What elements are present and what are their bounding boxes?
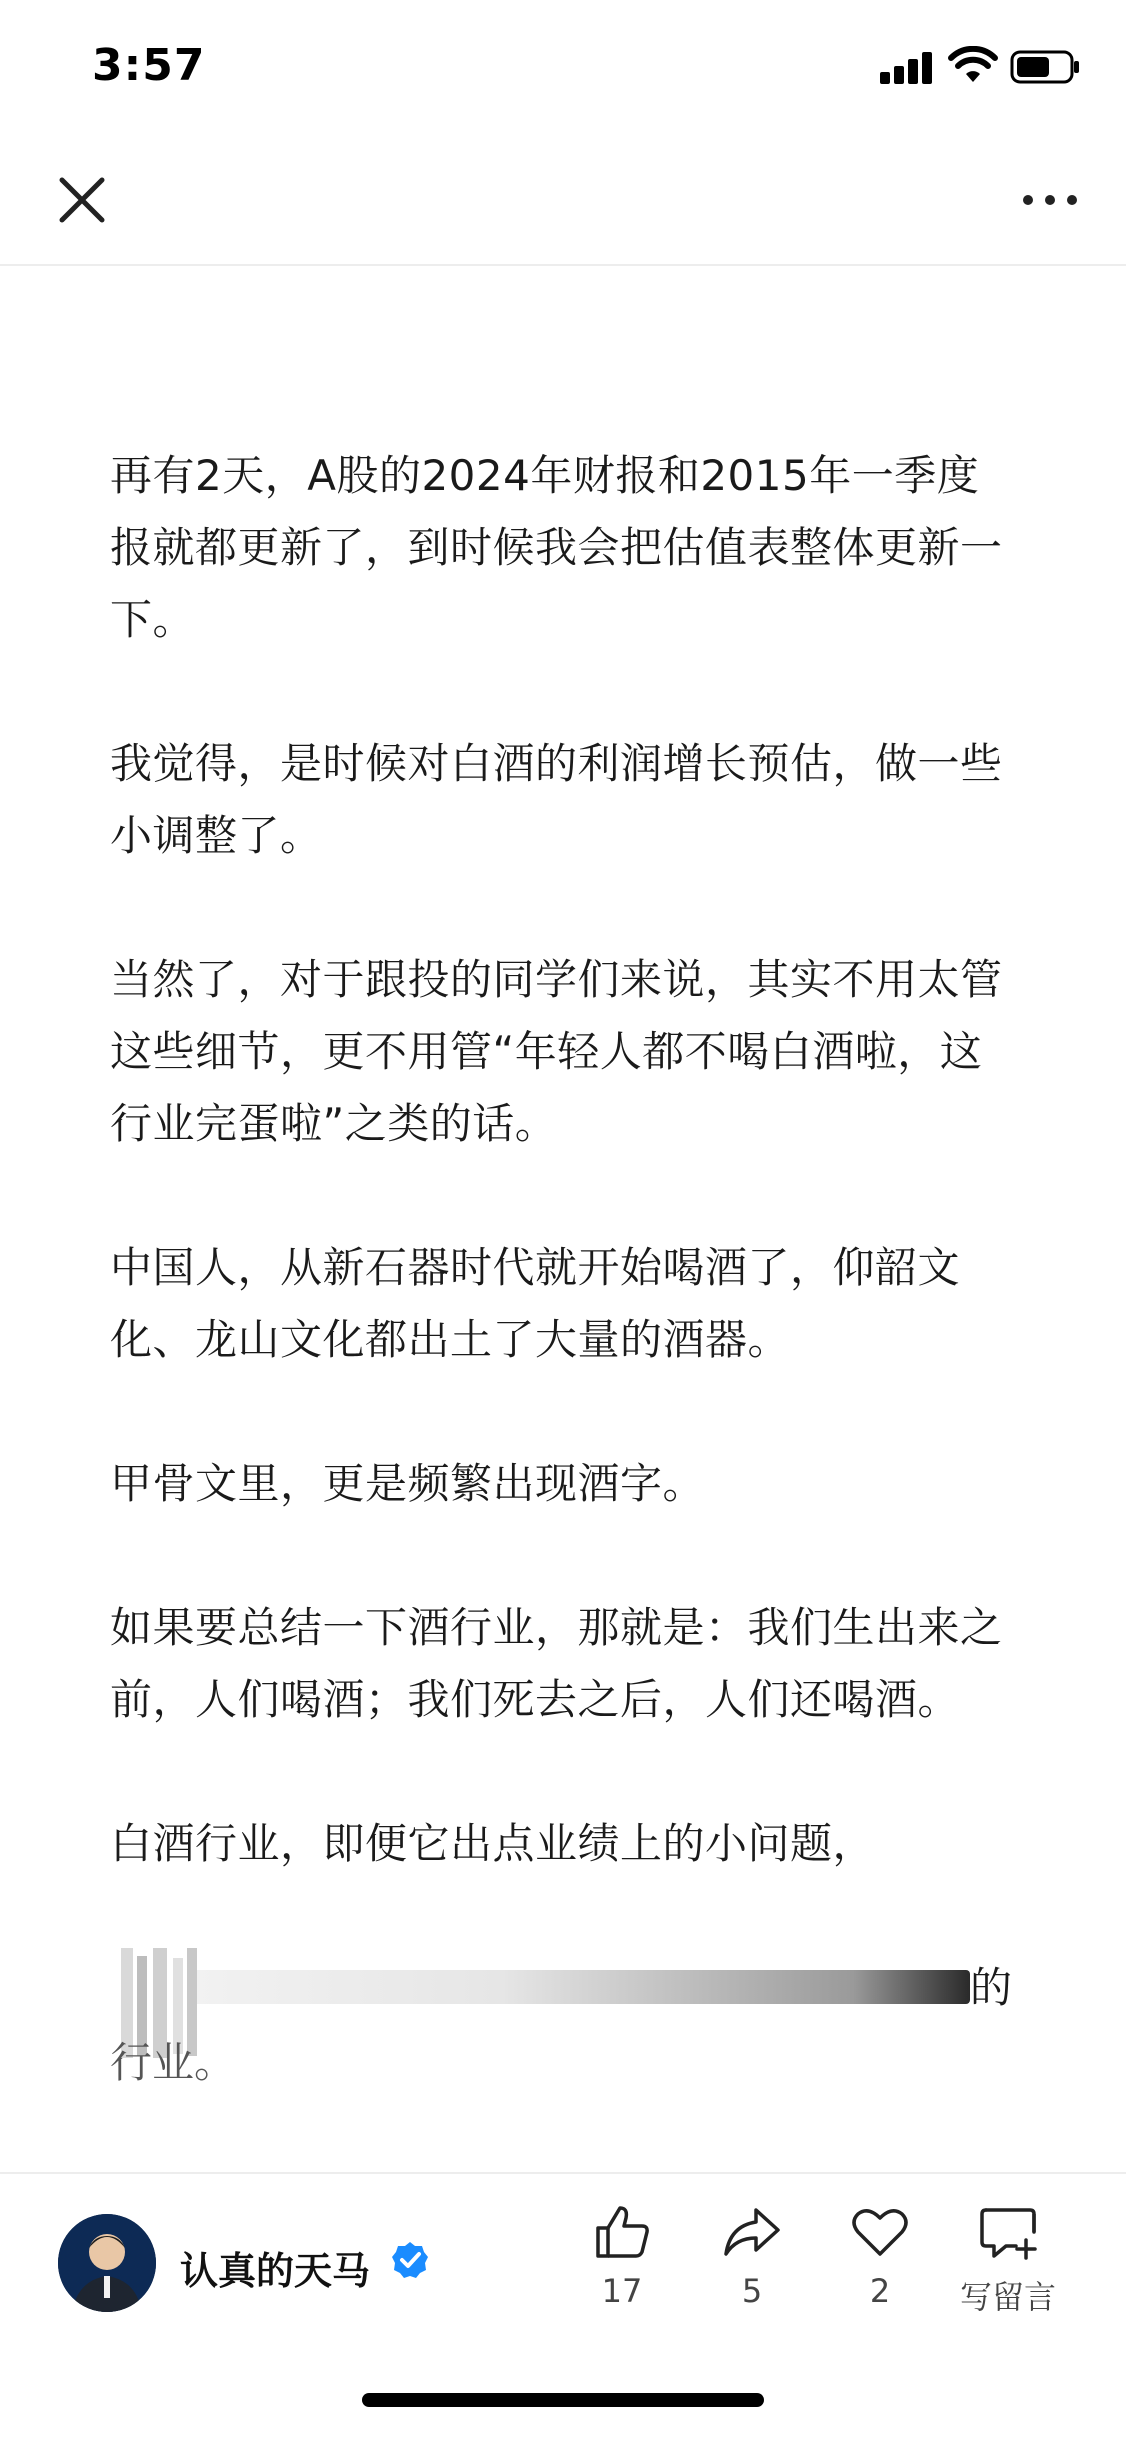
share-button[interactable] bbox=[692, 2204, 812, 2310]
status-bar bbox=[0, 0, 1126, 140]
status-time: 3:57 bbox=[92, 40, 206, 91]
close-icon[interactable] bbox=[50, 168, 114, 232]
share-count: 5 bbox=[741, 2272, 763, 2310]
like-count: 17 bbox=[601, 2272, 643, 2310]
comment-add-icon bbox=[978, 2204, 1038, 2260]
write-comment-button[interactable] bbox=[948, 2204, 1068, 2318]
redacted-line bbox=[190, 1970, 970, 2004]
battery-icon bbox=[1010, 50, 1082, 84]
article-paragraph: 甲骨文里，更是频繁出现酒字。 bbox=[110, 1459, 706, 1508]
author-name[interactable]: 认真的天马 bbox=[180, 2249, 371, 2293]
home-indicator bbox=[362, 2393, 764, 2407]
write-comment-label: 写留言 bbox=[959, 2278, 1056, 2316]
heart-icon bbox=[850, 2204, 910, 2260]
favorite-button[interactable] bbox=[820, 2204, 940, 2310]
author-avatar[interactable] bbox=[58, 2214, 156, 2312]
verified-badge-icon bbox=[390, 2240, 430, 2280]
article-paragraph: 再有2天，A股的2024年财报和2015年一季度报就都更新了，到时候我会把估值表整体更新一下。 bbox=[110, 451, 1003, 644]
favorite-count: 2 bbox=[869, 2272, 891, 2310]
thumbs-up-icon bbox=[592, 2204, 652, 2260]
more-icon[interactable] bbox=[1010, 168, 1090, 232]
wifi-icon bbox=[948, 46, 998, 86]
share-icon bbox=[722, 2204, 782, 2260]
article-paragraph: 我觉得，是时候对白酒的利润增长预估，做一些小调整了。 bbox=[110, 739, 1003, 860]
article-paragraph: 中国人，从新石器时代就开始喝酒了，仰韶文化、龙山文化都出土了大量的酒器。 bbox=[110, 1243, 961, 1364]
nav-bar bbox=[0, 140, 1126, 266]
article-body bbox=[110, 440, 1020, 1952]
truncated-tail-text: 行业。 bbox=[110, 2038, 237, 2087]
like-button[interactable] bbox=[562, 2204, 682, 2310]
article-paragraph: 当然了，对于跟投的同学们来说，其实不用太管这些细节，更不用管“年轻人都不喝白酒啦，这行业完蛋啦”之类的话。 bbox=[110, 955, 1003, 1148]
truncated-end-text: 的 bbox=[970, 1963, 1013, 2012]
signal-icon bbox=[880, 50, 936, 84]
article-paragraph: 白酒行业，即便它出点业绩上的小问题， bbox=[110, 1819, 876, 1868]
article-paragraph: 如果要总结一下酒行业，那就是：我们生出来之前，人们喝酒；我们死去之后，人们还喝酒。 bbox=[110, 1603, 1003, 1724]
